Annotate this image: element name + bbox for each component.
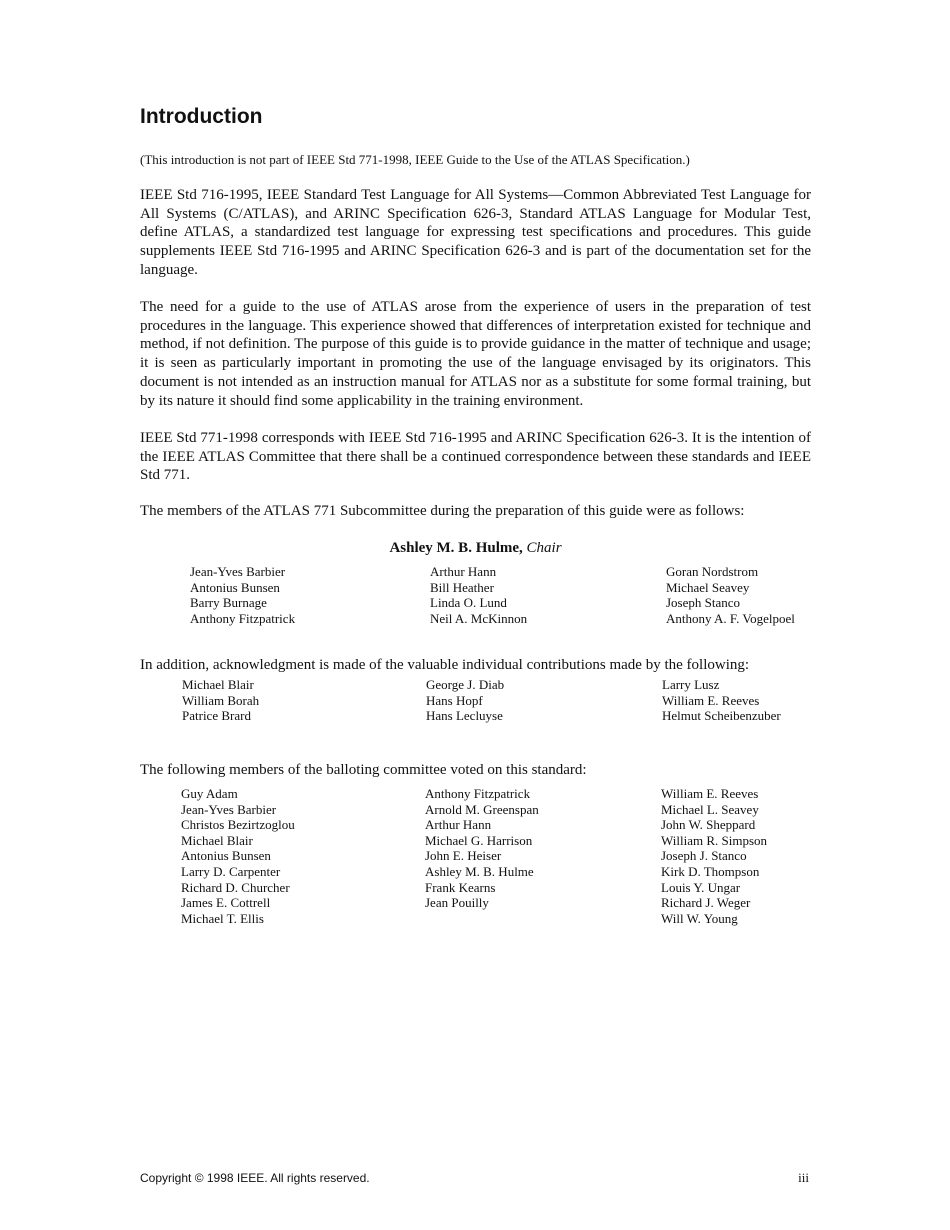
ballot-member-name: James E. Cottrell [181,895,271,911]
member-name: Antonius Bunsen [190,579,280,595]
member-name: Jean-Yves Barbier [190,564,286,579]
ballot-intro: The following members of the balloting committee voted on this standard: [140,762,587,778]
ballot-member-name: John W. Sheppard [661,817,756,833]
contributors-column-1 [182,677,259,724]
ballot-member-name: Antonius Bunsen [181,848,271,864]
document-page [140,0,811,1230]
ballot-column-3 [661,786,767,926]
chair-role: Chair [526,540,562,556]
ballot-member-name: William R. Simpson [661,832,768,848]
acknowledgment-intro: In addition, acknowledgment is made of the valuable individual contributions made by the following: [140,657,750,673]
ballot-member-name: John E. Heiser [425,848,502,864]
ballot-member-name: Richard J. Weger [661,895,751,911]
ballot-member-name: Ashley M. B. Hulme [425,863,534,879]
contributor-name: Patrice Brard [182,708,251,724]
subcommittee-column-1 [190,564,295,626]
contributor-name: Helmut Scheibenzuber [662,708,781,724]
member-name: Arthur Hann [430,564,497,579]
member-name: Anthony A. F. Vogelpoel [666,610,795,626]
member-name: Michael Seavey [666,579,750,595]
member-name: Goran Nordstrom [666,564,759,579]
ballot-member-name: Arnold M. Greenspan [425,801,539,817]
paragraph-2: The need for a guide to the use of ATLAS arose from the experience of users in the preparation of test procedures in the language. This experience showed that differences of interpretation existed for technique and method, if not definition. The purpose of this guide is to provide guidance in the matter of technique and usage; it is seen as particularly important in promoting the use of the language envisaged by its originators. This document is not intended as an instruction manual for ATLAS nor as a substitute for some formal training, but by its nature it should find some applicability in the training environment. [140,299,811,409]
introduction-note: (This introduction is not part of IEEE Std 771-1998, IEEE Guide to the Use of the ATLAS Specification.) [140,152,690,167]
chair-name: Ashley M. B. Hulme, [389,540,523,556]
contributor-name: Hans Hopf [426,692,483,708]
contributor-name: Larry Lusz [662,677,720,692]
ballot-member-name: Christos Bezirtzoglou [181,817,295,833]
ballot-member-name: Michael L. Seavey [661,801,759,817]
copyright-footer: Copyright © 1998 IEEE. All rights reserved. [140,1171,370,1185]
member-name: Neil A. McKinnon [430,610,528,626]
member-name: Linda O. Lund [430,595,507,611]
ballot-member-name: Michael G. Harrison [425,832,533,848]
ballot-member-name: Kirk D. Thompson [661,863,760,879]
contributor-name: George J. Diab [426,677,505,692]
ballot-member-name: Jean-Yves Barbier [181,801,277,817]
ballot-member-name: Joseph J. Stanco [661,848,747,864]
paragraph-1: IEEE Std 716-1995, IEEE Standard Test Language for All Systems—Common Abbreviated Test Language for All Systems (C/ATLAS), and ARINC Specification 626-3, Standard ATLAS Language for Modular Test, define ATLAS, a standardized test language for expressing test specifications and procedures. This guide supplements IEEE Std 716-1995 and ARINC Specification 626-3 and is part of the documentation set for the language. [140,187,811,278]
ballot-column-2 [425,786,539,911]
member-name: Barry Burnage [190,595,267,611]
member-name: Anthony Fitzpatrick [190,610,296,626]
contributors-column-3 [662,677,781,724]
ballot-member-name: Anthony Fitzpatrick [425,786,531,801]
section-heading: Introduction [140,105,263,128]
contributor-name: William Borah [182,692,260,708]
contributor-name: William E. Reeves [662,692,760,708]
ballot-member-name: Larry D. Carpenter [181,863,281,879]
chair-line [140,540,811,557]
ballot-member-name: Michael T. Ellis [181,910,264,926]
member-name: Joseph Stanco [666,595,741,611]
member-name: Bill Heather [430,579,494,595]
ballot-member-name: Richard D. Churcher [181,879,290,895]
contributor-name: Michael Blair [182,677,254,692]
paragraph-3: IEEE Std 771-1998 corresponds with IEEE Std 716-1995 and ARINC Specification 626-3. It is the intention of the IEEE ATLAS Committee that there shall be a continued correspondence between these standards and IEEE Std 771. [140,430,811,484]
subcommittee-column-3 [666,564,795,626]
ballot-member-name: William E. Reeves [661,786,759,801]
ballot-member-name: Will W. Young [661,910,738,926]
page-number: iii [798,1170,809,1185]
subcommittee-column-2 [430,564,527,626]
ballot-member-name: Michael Blair [181,832,253,848]
contributor-name: Hans Lecluyse [426,708,503,724]
ballot-member-name: Louis Y. Ungar [661,879,741,895]
ballot-member-name: Jean Pouilly [425,895,489,911]
ballot-member-name: Arthur Hann [425,817,492,833]
ballot-member-name: Frank Kearns [425,879,496,895]
subcommittee-intro: The members of the ATLAS 771 Subcommittee during the preparation of this guide were as follows: [140,503,745,519]
contributors-column-2 [426,677,504,724]
ballot-member-name: Guy Adam [181,786,238,801]
ballot-column-1 [181,786,295,926]
